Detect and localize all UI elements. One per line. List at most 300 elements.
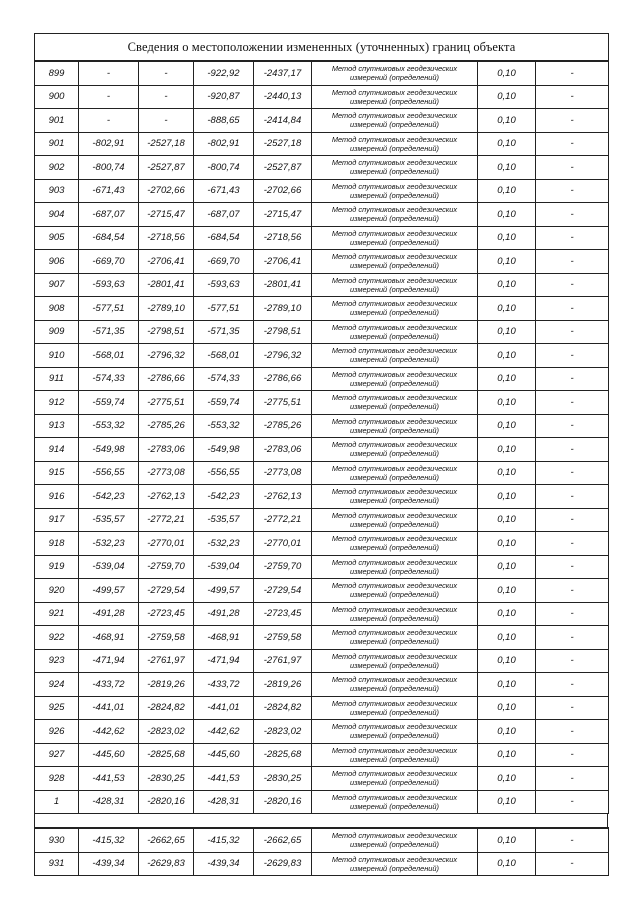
y-old-cell: -2772,21 <box>139 508 194 532</box>
document-sheet <box>34 33 608 876</box>
y-old-cell: -2723,45 <box>139 602 194 626</box>
note-cell: - <box>536 156 609 180</box>
y-new-cell: -2820,16 <box>254 790 312 814</box>
x-new-cell: -532,23 <box>194 532 254 556</box>
note-cell: - <box>536 344 609 368</box>
point-number-cell: 913 <box>35 414 79 438</box>
method-cell <box>312 367 478 391</box>
accuracy-cell: 0,10 <box>478 508 536 532</box>
table-row <box>35 344 609 368</box>
y-old-cell: -2770,01 <box>139 532 194 556</box>
point-number-cell: 902 <box>35 156 79 180</box>
x-new-cell: -559,74 <box>194 391 254 415</box>
accuracy-cell: 0,10 <box>478 626 536 650</box>
accuracy-cell: 0,10 <box>478 790 536 814</box>
method-line-1: Метод спутниковых геодезических <box>331 134 458 144</box>
y-new-cell: -2785,26 <box>254 414 312 438</box>
x-new-cell: -888,65 <box>194 109 254 133</box>
method-line-2: измерений (определений) <box>350 754 439 764</box>
accuracy-cell: 0,10 <box>478 61 536 85</box>
accuracy-cell: 0,10 <box>478 250 536 274</box>
accuracy-cell: 0,10 <box>478 649 536 673</box>
note-cell: - <box>536 367 609 391</box>
accuracy-cell: 0,10 <box>478 767 536 791</box>
method-cell <box>312 109 478 133</box>
method-cell <box>312 132 478 156</box>
x-new-cell: -669,70 <box>194 250 254 274</box>
y-old-cell: -2662,65 <box>139 828 194 852</box>
method-cell <box>312 61 478 85</box>
point-number-cell: 1 <box>35 790 79 814</box>
note-cell: - <box>536 109 609 133</box>
x-new-cell: -542,23 <box>194 485 254 509</box>
x-new-cell: -593,63 <box>194 273 254 297</box>
y-new-cell: -2823,02 <box>254 720 312 744</box>
method-line-2: измерений (определений) <box>350 261 439 271</box>
accuracy-cell: 0,10 <box>478 414 536 438</box>
y-new-cell: -2706,41 <box>254 250 312 274</box>
x-old-cell: -568,01 <box>79 344 139 368</box>
method-line-2: измерений (определений) <box>350 590 439 600</box>
x-new-cell: -445,60 <box>194 743 254 767</box>
x-old-cell: - <box>79 61 139 85</box>
y-old-cell: -2798,51 <box>139 320 194 344</box>
method-line-2: измерений (определений) <box>350 496 439 506</box>
y-new-cell: -2729,54 <box>254 579 312 603</box>
table-row <box>35 250 609 274</box>
x-old-cell: -802,91 <box>79 132 139 156</box>
x-new-cell: -568,01 <box>194 344 254 368</box>
accuracy-cell: 0,10 <box>478 555 536 579</box>
y-new-cell: -2527,87 <box>254 156 312 180</box>
y-old-cell: -2830,25 <box>139 767 194 791</box>
method-line-1: Метод спутниковых геодезических <box>331 722 458 732</box>
y-old-cell: - <box>139 61 194 85</box>
method-line-2: измерений (определений) <box>350 637 439 647</box>
x-new-cell: -491,28 <box>194 602 254 626</box>
y-new-cell: -2772,21 <box>254 508 312 532</box>
table-row <box>35 391 609 415</box>
y-old-cell: -2729,54 <box>139 579 194 603</box>
method-line-2: измерений (определений) <box>350 684 439 694</box>
note-cell: - <box>536 602 609 626</box>
table-row <box>35 828 609 852</box>
method-line-1: Метод спутниковых геодезических <box>331 322 458 332</box>
y-new-cell: -2762,13 <box>254 485 312 509</box>
method-cell <box>312 508 478 532</box>
table-row <box>35 132 609 156</box>
note-cell: - <box>536 532 609 556</box>
method-line-1: Метод спутниковых геодезических <box>331 416 458 426</box>
x-old-cell: -593,63 <box>79 273 139 297</box>
y-new-cell: -2825,68 <box>254 743 312 767</box>
method-line-1: Метод спутниковых геодезических <box>331 534 458 544</box>
x-old-cell: -532,23 <box>79 532 139 556</box>
y-new-cell: -2715,47 <box>254 203 312 227</box>
table-row <box>35 297 609 321</box>
accuracy-cell: 0,10 <box>478 673 536 697</box>
method-line-1: Метод спутниковых геодезических <box>331 64 458 74</box>
y-old-cell: -2761,97 <box>139 649 194 673</box>
y-old-cell: -2824,82 <box>139 696 194 720</box>
method-line-1: Метод спутниковых геодезических <box>331 205 458 215</box>
method-cell <box>312 649 478 673</box>
method-cell <box>312 626 478 650</box>
boundary-table-continued <box>34 827 609 876</box>
x-new-cell: -415,32 <box>194 828 254 852</box>
x-old-cell: - <box>79 85 139 109</box>
table-row <box>35 532 609 556</box>
x-new-cell: -499,57 <box>194 579 254 603</box>
point-number-cell: 912 <box>35 391 79 415</box>
y-new-cell: -2824,82 <box>254 696 312 720</box>
y-old-cell: -2759,70 <box>139 555 194 579</box>
x-new-cell: -428,31 <box>194 790 254 814</box>
x-old-cell: -671,43 <box>79 179 139 203</box>
x-old-cell: -468,91 <box>79 626 139 650</box>
method-line-2: измерений (определений) <box>350 863 439 873</box>
y-new-cell: -2718,56 <box>254 226 312 250</box>
method-line-1: Метод спутниковых геодезических <box>331 769 458 779</box>
y-old-cell: -2527,87 <box>139 156 194 180</box>
method-line-1: Метод спутниковых геодезических <box>331 675 458 685</box>
x-old-cell: -559,74 <box>79 391 139 415</box>
x-old-cell: -491,28 <box>79 602 139 626</box>
y-old-cell: -2796,32 <box>139 344 194 368</box>
method-line-1: Метод спутниковых геодезических <box>331 346 458 356</box>
method-line-2: измерений (определений) <box>350 840 439 850</box>
x-old-cell: -542,23 <box>79 485 139 509</box>
point-number-cell: 904 <box>35 203 79 227</box>
method-cell <box>312 532 478 556</box>
method-line-1: Метод спутниковых геодезических <box>331 158 458 168</box>
method-cell <box>312 767 478 791</box>
method-line-2: измерений (определений) <box>350 214 439 224</box>
method-line-2: измерений (определений) <box>350 425 439 435</box>
x-new-cell: -802,91 <box>194 132 254 156</box>
y-old-cell: -2823,02 <box>139 720 194 744</box>
accuracy-cell: 0,10 <box>478 852 536 876</box>
method-line-1: Метод спутниковых геодезических <box>331 745 458 755</box>
method-line-1: Метод спутниковых геодезических <box>331 181 458 191</box>
x-new-cell: -535,57 <box>194 508 254 532</box>
accuracy-cell: 0,10 <box>478 156 536 180</box>
y-old-cell: -2629,83 <box>139 852 194 876</box>
y-new-cell: -2775,51 <box>254 391 312 415</box>
section-gap <box>34 814 608 827</box>
note-cell: - <box>536 203 609 227</box>
point-number-cell: 901 <box>35 132 79 156</box>
x-old-cell: -553,32 <box>79 414 139 438</box>
method-line-1: Метод спутниковых геодезических <box>331 651 458 661</box>
table-row <box>35 852 609 876</box>
point-number-cell: 931 <box>35 852 79 876</box>
y-new-cell: -2830,25 <box>254 767 312 791</box>
note-cell: - <box>536 743 609 767</box>
method-cell <box>312 461 478 485</box>
y-old-cell: -2786,66 <box>139 367 194 391</box>
point-number-cell: 921 <box>35 602 79 626</box>
accuracy-cell: 0,10 <box>478 85 536 109</box>
table-row <box>35 320 609 344</box>
note-cell: - <box>536 226 609 250</box>
point-number-cell: 920 <box>35 579 79 603</box>
method-line-2: измерений (определений) <box>350 331 439 341</box>
x-old-cell: -684,54 <box>79 226 139 250</box>
x-old-cell: - <box>79 109 139 133</box>
point-number-cell: 927 <box>35 743 79 767</box>
point-number-cell: 917 <box>35 508 79 532</box>
method-line-2: измерений (определений) <box>350 613 439 623</box>
x-new-cell: -468,91 <box>194 626 254 650</box>
x-new-cell: -800,74 <box>194 156 254 180</box>
accuracy-cell: 0,10 <box>478 391 536 415</box>
method-line-1: Метод спутниковых геодезических <box>331 369 458 379</box>
point-number-cell: 911 <box>35 367 79 391</box>
y-new-cell: -2773,08 <box>254 461 312 485</box>
method-line-2: измерений (определений) <box>350 731 439 741</box>
point-number-cell: 905 <box>35 226 79 250</box>
point-number-cell: 923 <box>35 649 79 673</box>
accuracy-cell: 0,10 <box>478 485 536 509</box>
x-old-cell: -687,07 <box>79 203 139 227</box>
x-new-cell: -471,94 <box>194 649 254 673</box>
table-row <box>35 602 609 626</box>
note-cell: - <box>536 414 609 438</box>
table-row <box>35 414 609 438</box>
note-cell: - <box>536 297 609 321</box>
x-old-cell: -445,60 <box>79 743 139 767</box>
x-old-cell: -428,31 <box>79 790 139 814</box>
y-old-cell: -2820,16 <box>139 790 194 814</box>
table-row <box>35 485 609 509</box>
table-row <box>35 720 609 744</box>
note-cell: - <box>536 767 609 791</box>
accuracy-cell: 0,10 <box>478 367 536 391</box>
x-new-cell: -577,51 <box>194 297 254 321</box>
method-cell <box>312 555 478 579</box>
method-line-2: измерений (определений) <box>350 167 439 177</box>
method-line-2: измерений (определений) <box>350 660 439 670</box>
y-new-cell: -2761,97 <box>254 649 312 673</box>
note-cell: - <box>536 438 609 462</box>
note-cell: - <box>536 85 609 109</box>
x-old-cell: -539,04 <box>79 555 139 579</box>
y-new-cell: -2527,18 <box>254 132 312 156</box>
note-cell: - <box>536 273 609 297</box>
y-old-cell: -2783,06 <box>139 438 194 462</box>
table-row <box>35 85 609 109</box>
method-line-1: Метод спутниковых геодезических <box>331 581 458 591</box>
table-row <box>35 461 609 485</box>
accuracy-cell: 0,10 <box>478 344 536 368</box>
table-row <box>35 156 609 180</box>
method-line-2: измерений (определений) <box>350 707 439 717</box>
x-old-cell: -549,98 <box>79 438 139 462</box>
note-cell: - <box>536 579 609 603</box>
accuracy-cell: 0,10 <box>478 438 536 462</box>
y-old-cell: -2527,18 <box>139 132 194 156</box>
x-old-cell: -571,35 <box>79 320 139 344</box>
method-line-1: Метод спутниковых геодезических <box>331 440 458 450</box>
x-old-cell: -471,94 <box>79 649 139 673</box>
method-line-1: Метод спутниковых геодезических <box>331 299 458 309</box>
point-number-cell: 926 <box>35 720 79 744</box>
method-line-2: измерений (определений) <box>350 308 439 318</box>
y-new-cell: -2801,41 <box>254 273 312 297</box>
y-new-cell: -2786,66 <box>254 367 312 391</box>
accuracy-cell: 0,10 <box>478 532 536 556</box>
point-number-cell: 914 <box>35 438 79 462</box>
y-new-cell: -2723,45 <box>254 602 312 626</box>
y-old-cell: -2785,26 <box>139 414 194 438</box>
note-cell: - <box>536 673 609 697</box>
x-new-cell: -684,54 <box>194 226 254 250</box>
y-old-cell: -2775,51 <box>139 391 194 415</box>
method-line-1: Метод спутниковых геодезических <box>331 111 458 121</box>
y-new-cell: -2702,66 <box>254 179 312 203</box>
note-cell: - <box>536 320 609 344</box>
note-cell: - <box>536 250 609 274</box>
table-row <box>35 508 609 532</box>
note-cell: - <box>536 132 609 156</box>
method-line-2: измерений (определений) <box>350 519 439 529</box>
note-cell: - <box>536 649 609 673</box>
y-old-cell: -2715,47 <box>139 203 194 227</box>
method-cell <box>312 344 478 368</box>
note-cell: - <box>536 790 609 814</box>
point-number-cell: 930 <box>35 828 79 852</box>
x-new-cell: -433,72 <box>194 673 254 697</box>
accuracy-cell: 0,10 <box>478 461 536 485</box>
method-line-2: измерений (определений) <box>350 472 439 482</box>
accuracy-cell: 0,10 <box>478 579 536 603</box>
accuracy-cell: 0,10 <box>478 273 536 297</box>
y-old-cell: -2825,68 <box>139 743 194 767</box>
accuracy-cell: 0,10 <box>478 720 536 744</box>
x-old-cell: -669,70 <box>79 250 139 274</box>
method-cell <box>312 226 478 250</box>
method-line-2: измерений (определений) <box>350 402 439 412</box>
y-old-cell: -2706,41 <box>139 250 194 274</box>
x-old-cell: -441,53 <box>79 767 139 791</box>
table-row <box>35 649 609 673</box>
method-line-2: измерений (определений) <box>350 778 439 788</box>
x-old-cell: -574,33 <box>79 367 139 391</box>
method-cell <box>312 320 478 344</box>
x-new-cell: -439,34 <box>194 852 254 876</box>
method-cell <box>312 414 478 438</box>
point-number-cell: 899 <box>35 61 79 85</box>
table-row <box>35 438 609 462</box>
method-line-2: измерений (определений) <box>350 801 439 811</box>
point-number-cell: 907 <box>35 273 79 297</box>
point-number-cell: 916 <box>35 485 79 509</box>
note-cell: - <box>536 485 609 509</box>
method-cell <box>312 85 478 109</box>
y-old-cell: -2773,08 <box>139 461 194 485</box>
method-line-2: измерений (определений) <box>350 73 439 83</box>
y-new-cell: -2662,65 <box>254 828 312 852</box>
note-cell: - <box>536 852 609 876</box>
x-old-cell: -433,72 <box>79 673 139 697</box>
method-line-1: Метод спутниковых геодезических <box>331 275 458 285</box>
note-cell: - <box>536 696 609 720</box>
accuracy-cell: 0,10 <box>478 743 536 767</box>
y-old-cell: -2801,41 <box>139 273 194 297</box>
table-row <box>35 179 609 203</box>
point-number-cell: 922 <box>35 626 79 650</box>
x-new-cell: -671,43 <box>194 179 254 203</box>
accuracy-cell: 0,10 <box>478 179 536 203</box>
table-row <box>35 555 609 579</box>
x-new-cell: -549,98 <box>194 438 254 462</box>
method-cell <box>312 273 478 297</box>
method-cell <box>312 179 478 203</box>
x-new-cell: -574,33 <box>194 367 254 391</box>
method-cell <box>312 250 478 274</box>
method-line-1: Метод спутниковых геодезических <box>331 393 458 403</box>
method-line-1: Метод спутниковых геодезических <box>331 628 458 638</box>
point-number-cell: 900 <box>35 85 79 109</box>
point-number-cell: 909 <box>35 320 79 344</box>
x-old-cell: -415,32 <box>79 828 139 852</box>
method-line-1: Метод спутниковых геодезических <box>331 487 458 497</box>
y-old-cell: - <box>139 85 194 109</box>
title-row <box>35 34 609 62</box>
point-number-cell: 901 <box>35 109 79 133</box>
method-line-2: измерений (определений) <box>350 378 439 388</box>
x-old-cell: -499,57 <box>79 579 139 603</box>
y-new-cell: -2789,10 <box>254 297 312 321</box>
y-old-cell: -2718,56 <box>139 226 194 250</box>
table-title: Сведения о местоположении измененных (уточненных) границ объекта <box>35 34 609 62</box>
method-cell <box>312 743 478 767</box>
x-new-cell: -556,55 <box>194 461 254 485</box>
point-number-cell: 918 <box>35 532 79 556</box>
table-row <box>35 367 609 391</box>
point-number-cell: 924 <box>35 673 79 697</box>
method-line-2: измерений (определений) <box>350 190 439 200</box>
x-old-cell: -441,01 <box>79 696 139 720</box>
y-old-cell: -2789,10 <box>139 297 194 321</box>
method-cell <box>312 852 478 876</box>
table-row <box>35 790 609 814</box>
x-new-cell: -442,62 <box>194 720 254 744</box>
method-line-1: Метод спутниковых геодезических <box>331 87 458 97</box>
x-new-cell: -571,35 <box>194 320 254 344</box>
accuracy-cell: 0,10 <box>478 132 536 156</box>
table-row <box>35 579 609 603</box>
method-line-2: измерений (определений) <box>350 543 439 553</box>
method-cell <box>312 828 478 852</box>
y-old-cell: - <box>139 109 194 133</box>
method-cell <box>312 156 478 180</box>
method-line-1: Метод спутниковых геодезических <box>331 557 458 567</box>
y-new-cell: -2437,17 <box>254 61 312 85</box>
method-cell <box>312 720 478 744</box>
note-cell: - <box>536 626 609 650</box>
method-cell <box>312 485 478 509</box>
method-line-2: измерений (определений) <box>350 237 439 247</box>
x-new-cell: -539,04 <box>194 555 254 579</box>
y-new-cell: -2798,51 <box>254 320 312 344</box>
table-row <box>35 273 609 297</box>
x-old-cell: -442,62 <box>79 720 139 744</box>
accuracy-cell: 0,10 <box>478 828 536 852</box>
accuracy-cell: 0,10 <box>478 226 536 250</box>
method-line-1: Метод спутниковых геодезических <box>331 252 458 262</box>
